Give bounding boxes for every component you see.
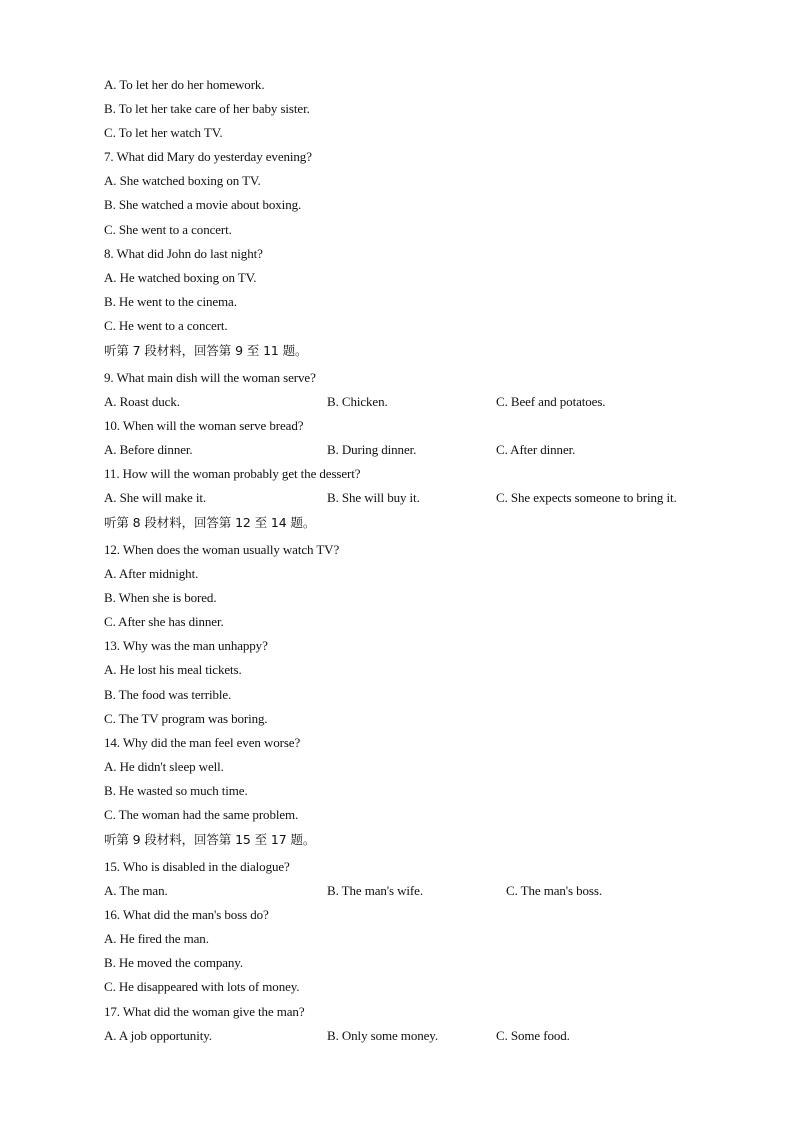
q16-option-c: C. He disappeared with lots of money. xyxy=(104,979,300,994)
q16-option-a: A. He fired the man. xyxy=(104,931,209,946)
q11-option-c: C. She expects someone to bring it. xyxy=(496,490,677,505)
question-11: 11. How will the woman probably get the dessert? xyxy=(104,466,361,481)
question-17: 17. What did the woman give the man? xyxy=(104,1004,305,1019)
q17-option-a: A. A job opportunity. xyxy=(104,1028,212,1043)
q13-option-b: B. The food was terrible. xyxy=(104,687,232,702)
section-instruction-9: 听第 9 段材料，回答第 15 至 17 题。 xyxy=(104,832,316,847)
question-16: 16. What did the man's boss do? xyxy=(104,907,269,922)
question-13: 13. Why was the man unhappy? xyxy=(104,638,268,653)
question-9: 9. What main dish will the woman serve? xyxy=(104,370,316,385)
section-instruction-8: 听第 8 段材料，回答第 12 至 14 题。 xyxy=(104,515,316,530)
q13-option-a: A. He lost his meal tickets. xyxy=(104,662,242,677)
question-15: 15. Who is disabled in the dialogue? xyxy=(104,859,290,874)
q15-option-a: A. The man. xyxy=(104,883,168,898)
question-8: 8. What did John do last night? xyxy=(104,246,263,261)
q9-option-c: C. Beef and potatoes. xyxy=(496,394,606,409)
q8-option-a: A. He watched boxing on TV. xyxy=(104,270,257,285)
q12-option-c: C. After she has dinner. xyxy=(104,614,224,629)
q15-option-c: C. The man's boss. xyxy=(506,883,602,898)
q16-option-b: B. He moved the company. xyxy=(104,955,244,970)
q10-option-c: C. After dinner. xyxy=(496,442,576,457)
q12-option-a: A. After midnight. xyxy=(104,566,199,581)
q8-option-c: C. He went to a concert. xyxy=(104,318,228,333)
q8-option-b: B. He went to the cinema. xyxy=(104,294,237,309)
q6-option-b: B. To let her take care of her baby sister. xyxy=(104,101,310,116)
q7-option-c: C. She went to a concert. xyxy=(104,222,232,237)
q11-option-b: B. She will buy it. xyxy=(327,490,420,505)
q7-option-b: B. She watched a movie about boxing. xyxy=(104,197,302,212)
q6-option-c: C. To let her watch TV. xyxy=(104,125,223,140)
question-7: 7. What did Mary do yesterday evening? xyxy=(104,149,312,164)
q10-option-a: A. Before dinner. xyxy=(104,442,193,457)
q14-option-c: C. The woman had the same problem. xyxy=(104,807,299,822)
q13-option-c: C. The TV program was boring. xyxy=(104,711,268,726)
q15-option-b: B. The man's wife. xyxy=(327,883,423,898)
q11-option-a: A. She will make it. xyxy=(104,490,206,505)
q7-option-a: A. She watched boxing on TV. xyxy=(104,173,261,188)
q9-option-a: A. Roast duck. xyxy=(104,394,180,409)
q6-option-a: A. To let her do her homework. xyxy=(104,77,265,92)
question-10: 10. When will the woman serve bread? xyxy=(104,418,304,433)
q12-option-b: B. When she is bored. xyxy=(104,590,217,605)
section-instruction-7: 听第 7 段材料，回答第 9 至 11 题。 xyxy=(104,343,308,358)
question-14: 14. Why did the man feel even worse? xyxy=(104,735,301,750)
q10-option-b: B. During dinner. xyxy=(327,442,417,457)
question-12: 12. When does the woman usually watch TV? xyxy=(104,542,340,557)
q9-option-b: B. Chicken. xyxy=(327,394,388,409)
q17-option-b: B. Only some money. xyxy=(327,1028,438,1043)
q17-option-c: C. Some food. xyxy=(496,1028,570,1043)
q14-option-b: B. He wasted so much time. xyxy=(104,783,248,798)
q14-option-a: A. He didn't sleep well. xyxy=(104,759,224,774)
